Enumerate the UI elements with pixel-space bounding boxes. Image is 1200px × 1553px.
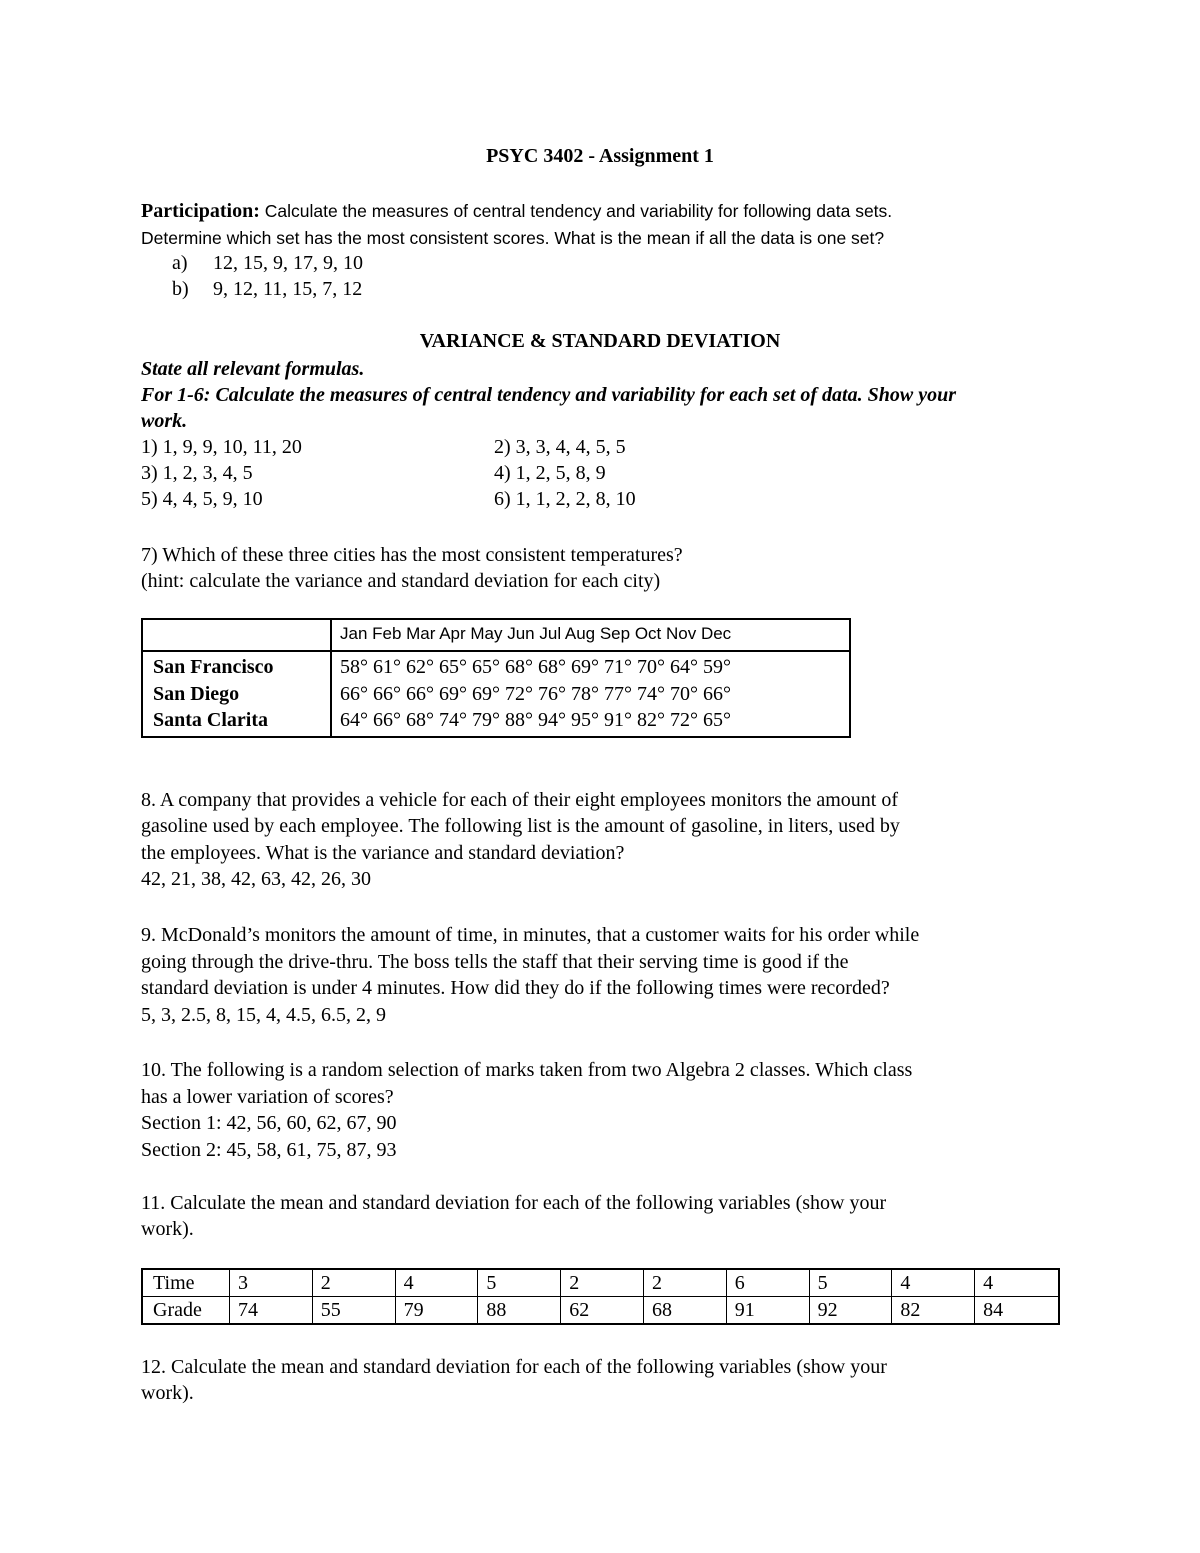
question-8-line-2: gasoline used by each employee. The following list is the amount of gasoline, in liters, used by bbox=[141, 815, 900, 837]
city-name: San Francisco bbox=[153, 656, 274, 678]
question-10-line-2: has a lower variation of scores? bbox=[141, 1086, 394, 1108]
question-10-line-1: 10. The following is a random selection of marks taken from two Algebra 2 classes. Which class bbox=[141, 1059, 913, 1081]
instructions-line-1: State all relevant formulas. bbox=[141, 358, 365, 380]
question-12-line-1: 12. Calculate the mean and standard deviation for each of the following variables (show your bbox=[141, 1356, 887, 1378]
participation-item-b-values: 9, 12, 11, 15, 7, 12 bbox=[213, 278, 363, 300]
grade-cell: 68 bbox=[643, 1297, 726, 1325]
section-heading: VARIANCE & STANDARD DEVIATION bbox=[419, 330, 781, 352]
temperatures-table bbox=[141, 618, 851, 738]
question-8-line-1: 8. A company that provides a vehicle for each of their eight employees monitors the amount of bbox=[141, 789, 899, 811]
grade-row bbox=[142, 1297, 1059, 1325]
instructions-line-2: For 1-6: Calculate the measures of central tendency and variability for each set of data. Show your bbox=[141, 384, 956, 406]
question-10-section-1: Section 1: 42, 56, 60, 62, 67, 90 bbox=[141, 1112, 397, 1134]
grade-cell: 88 bbox=[478, 1297, 561, 1325]
problem-6: 6) 1, 1, 2, 2, 8, 10 bbox=[494, 488, 636, 510]
city-names-cell bbox=[142, 651, 331, 737]
question-10-section-2: Section 2: 45, 58, 61, 75, 87, 93 bbox=[141, 1139, 397, 1161]
participation-item-a-label: a) bbox=[172, 252, 188, 274]
city-temperatures: 64° 66° 68° 74° 79° 88° 94° 95° 91° 82° 72° 65° bbox=[340, 709, 731, 731]
time-cell: 4 bbox=[395, 1269, 478, 1297]
time-cell: 6 bbox=[726, 1269, 809, 1297]
question-9-line-1: 9. McDonald’s monitors the amount of time, in minutes, that a customer waits for his order while bbox=[141, 924, 920, 946]
participation-item-a-values: 12, 15, 9, 17, 9, 10 bbox=[213, 252, 363, 274]
question-7-line-1: 7) Which of these three cities has the most consistent temperatures? bbox=[141, 544, 683, 566]
grade-cell: 74 bbox=[230, 1297, 313, 1325]
city-temperatures-cell bbox=[331, 651, 850, 737]
participation-item-b-label: b) bbox=[172, 278, 189, 300]
question-11-line-1: 11. Calculate the mean and standard deviation for each of the following variables (show your bbox=[141, 1192, 887, 1214]
question-12-line-2: work). bbox=[141, 1382, 194, 1404]
time-cell: 2 bbox=[561, 1269, 644, 1297]
grade-cell: 82 bbox=[892, 1297, 975, 1325]
city-temperatures: 66° 66° 66° 69° 69° 72° 76° 78° 77° 74° 70° 66° bbox=[340, 682, 731, 705]
grade-cell: 92 bbox=[809, 1297, 892, 1325]
temperatures-body-row bbox=[142, 651, 850, 737]
time-row bbox=[142, 1269, 1059, 1297]
time-cell: 5 bbox=[809, 1269, 892, 1297]
question-9-line-2: going through the drive-thru. The boss tells the staff that their serving time is good if the bbox=[141, 951, 849, 973]
problem-2: 2) 3, 3, 4, 4, 5, 5 bbox=[494, 436, 626, 458]
time-cell: 2 bbox=[643, 1269, 726, 1297]
grade-cell: 84 bbox=[975, 1297, 1059, 1325]
question-11-line-2: work). bbox=[141, 1218, 194, 1240]
grade-cell: 79 bbox=[395, 1297, 478, 1325]
time-cell: 5 bbox=[478, 1269, 561, 1297]
question-8-data: 42, 21, 38, 42, 63, 42, 26, 30 bbox=[141, 868, 371, 890]
time-cell: 4 bbox=[975, 1269, 1059, 1297]
time-label-cell: Time bbox=[142, 1269, 230, 1297]
city-name: Santa Clarita bbox=[153, 709, 268, 731]
temperatures-month-header: Jan Feb Mar Apr May Jun Jul Aug Sep Oct Nov Dec bbox=[331, 619, 850, 651]
temperatures-header-row bbox=[142, 619, 850, 651]
problem-3: 3) 1, 2, 3, 4, 5 bbox=[141, 462, 253, 484]
time-cell: 3 bbox=[230, 1269, 313, 1297]
instructions-line-3: work. bbox=[141, 410, 188, 432]
problem-5: 5) 4, 4, 5, 9, 10 bbox=[141, 488, 263, 510]
time-cell: 4 bbox=[892, 1269, 975, 1297]
question-7-line-2: (hint: calculate the variance and standard deviation for each city) bbox=[141, 570, 661, 592]
time-cell: 2 bbox=[312, 1269, 395, 1297]
question-9-line-3: standard deviation is under 4 minutes. How did they do if the following times were recorded? bbox=[141, 977, 890, 999]
city-temperatures: 58° 61° 62° 65° 65° 68° 68° 69° 71° 70° 64° 59° bbox=[340, 656, 731, 678]
question-9-data: 5, 3, 2.5, 8, 15, 4, 4.5, 6.5, 2, 9 bbox=[141, 1004, 386, 1026]
page-title: PSYC 3402 - Assignment 1 bbox=[486, 145, 714, 167]
question-8-line-3: the employees. What is the variance and standard deviation? bbox=[141, 842, 625, 864]
time-grade-table bbox=[141, 1268, 1060, 1325]
city-name: San Diego bbox=[153, 682, 240, 705]
grade-cell: 55 bbox=[312, 1297, 395, 1325]
grade-label-cell: Grade bbox=[142, 1297, 230, 1325]
participation-text-1: Calculate the measures of central tendency and variability for following data sets. bbox=[259, 201, 893, 221]
grade-cell: 91 bbox=[726, 1297, 809, 1325]
grade-cell: 62 bbox=[561, 1297, 644, 1325]
problem-1: 1) 1, 9, 9, 10, 11, 20 bbox=[141, 436, 302, 458]
temperatures-header-blank bbox=[142, 619, 331, 651]
participation-line-2: Determine which set has the most consistent scores. What is the mean if all the data is one set? bbox=[141, 228, 885, 248]
participation-label: Participation: bbox=[141, 200, 260, 222]
problem-4: 4) 1, 2, 5, 8, 9 bbox=[494, 462, 606, 484]
participation-line-1 bbox=[141, 198, 892, 224]
